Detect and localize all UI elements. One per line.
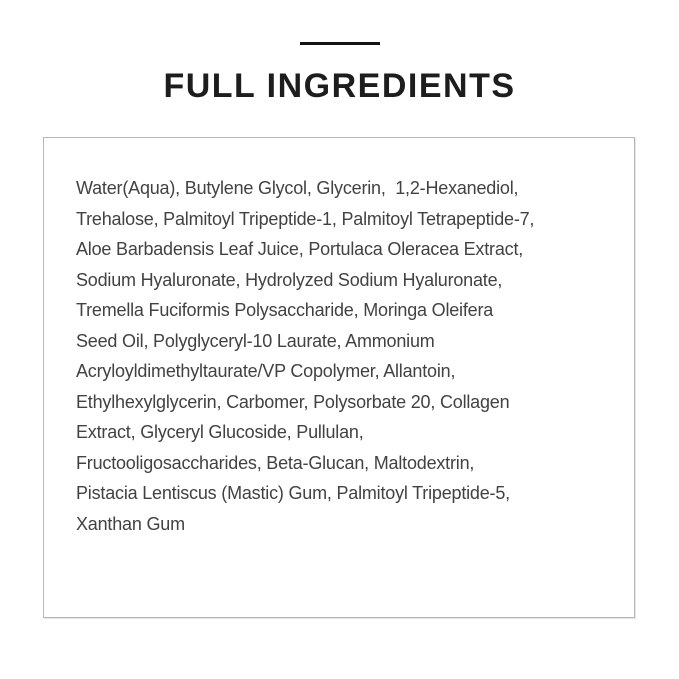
ingredients-line: Aloe Barbadensis Leaf Juice, Portulaca Oleracea Extract,	[76, 239, 524, 259]
ingredients-line: Ethylhexylglycerin, Carbomer, Polysorbate 20, Collagen	[76, 391, 510, 412]
ingredients-line: Sodium Hyaluronate, Hydrolyzed Sodium Hyaluronate,	[76, 269, 503, 290]
ingredients-panel	[43, 137, 635, 618]
ingredients-line: Extract, Glyceryl Glucoside, Pullulan,	[76, 422, 364, 442]
ingredients-line: Trehalose, Palmitoyl Tripeptide-1, Palmitoyl Tetrapeptide-7,	[76, 208, 535, 229]
ingredients-line: Acryloyldimethyltaurate/VP Copolymer, Allantoin,	[76, 361, 456, 381]
page-title: FULL INGREDIENTS	[163, 67, 516, 105]
ingredients-line: Water(Aqua), Butylene Glycol, Glycerin, 1,2-Hexanediol,	[76, 178, 519, 198]
ingredients-line: Fructooligosaccharides, Beta-Glucan, Maltodextrin,	[76, 452, 475, 473]
ingredients-line: Seed Oil, Polyglyceryl-10 Laurate, Ammonium	[76, 330, 435, 351]
ingredients-line: Pistacia Lentiscus (Mastic) Gum, Palmitoyl Tripeptide-5,	[76, 483, 510, 503]
ingredients-line: Xanthan Gum	[76, 513, 185, 534]
section-divider	[300, 42, 380, 45]
ingredients-line: Tremella Fuciformis Polysaccharide, Moringa Oleifera	[76, 300, 494, 320]
